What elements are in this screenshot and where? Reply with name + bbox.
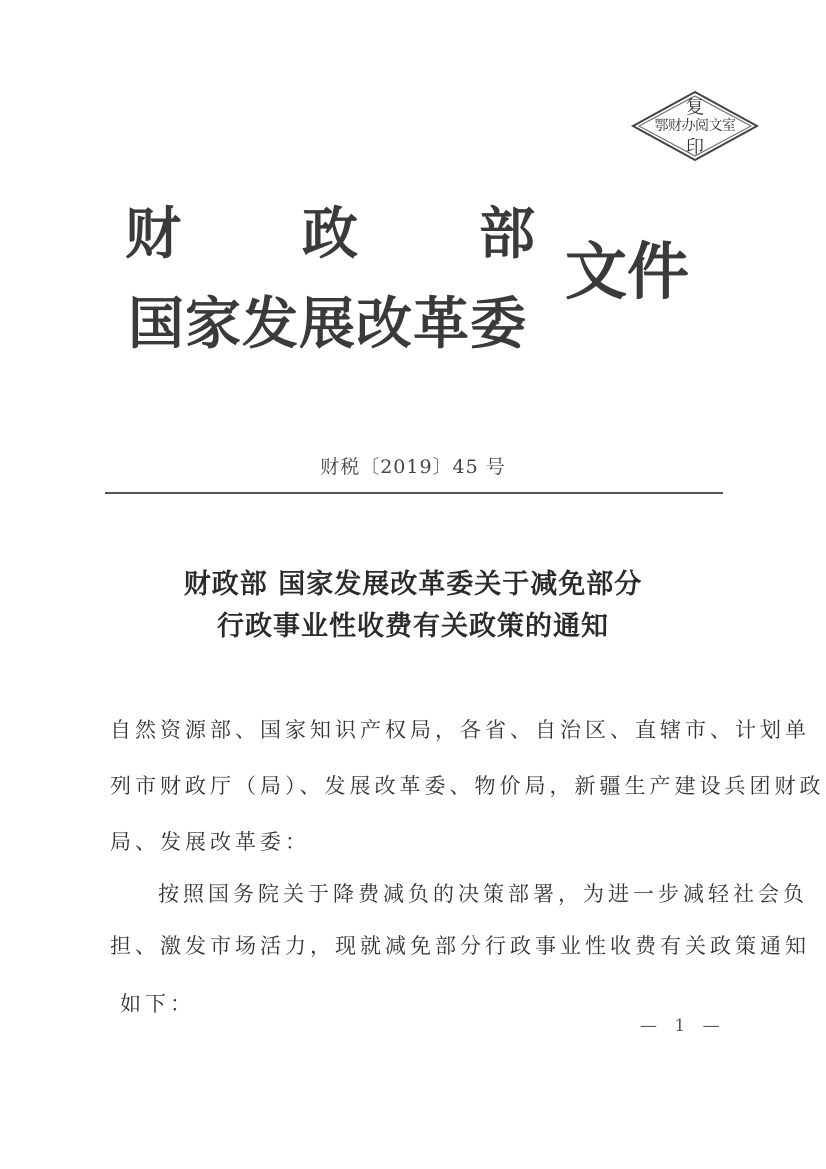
issuer-char: 财 (125, 201, 181, 267)
document-number: 财税〔2019〕45 号 (320, 456, 506, 478)
issuer-ministry-of-finance (125, 190, 535, 270)
document-title-line1: 财政部 国家发展改革委关于减免部分 (183, 569, 643, 600)
issuer-char: 政 (302, 201, 358, 267)
body-line: 如下： (120, 992, 195, 1016)
document-suffix: 文件 (565, 235, 690, 308)
issuer-ndrc: 国家发展改革委 (128, 291, 527, 357)
body-line: 自然资源部、国家知识产权局，各省、自治区、直辖市、计划单 (110, 718, 810, 742)
body-line: 按照国务院关于降费减负的决策部署，为进一步减轻社会负 (158, 882, 808, 906)
body-line: 列市财政厅（局）、发展改革委、物价局，新疆生产建设兵团财政 (110, 774, 825, 798)
page-number: — 1 — (640, 1016, 726, 1036)
document-title-line2: 行政事业性收费有关政策的通知 (217, 611, 609, 642)
stamp-middle-text: 鄂财办阅文室 (654, 118, 736, 134)
issuer-char: 部 (479, 201, 535, 267)
stamp-bottom-text: 印 (686, 137, 704, 158)
stamp-top-text: 复 (685, 96, 705, 118)
body-line: 局、发展改革委： (110, 830, 310, 854)
header-divider (105, 492, 723, 494)
received-stamp (630, 90, 760, 162)
body-line: 担、激发市场活力，现就减免部分行政事业性收费有关政策通知 (110, 934, 810, 958)
